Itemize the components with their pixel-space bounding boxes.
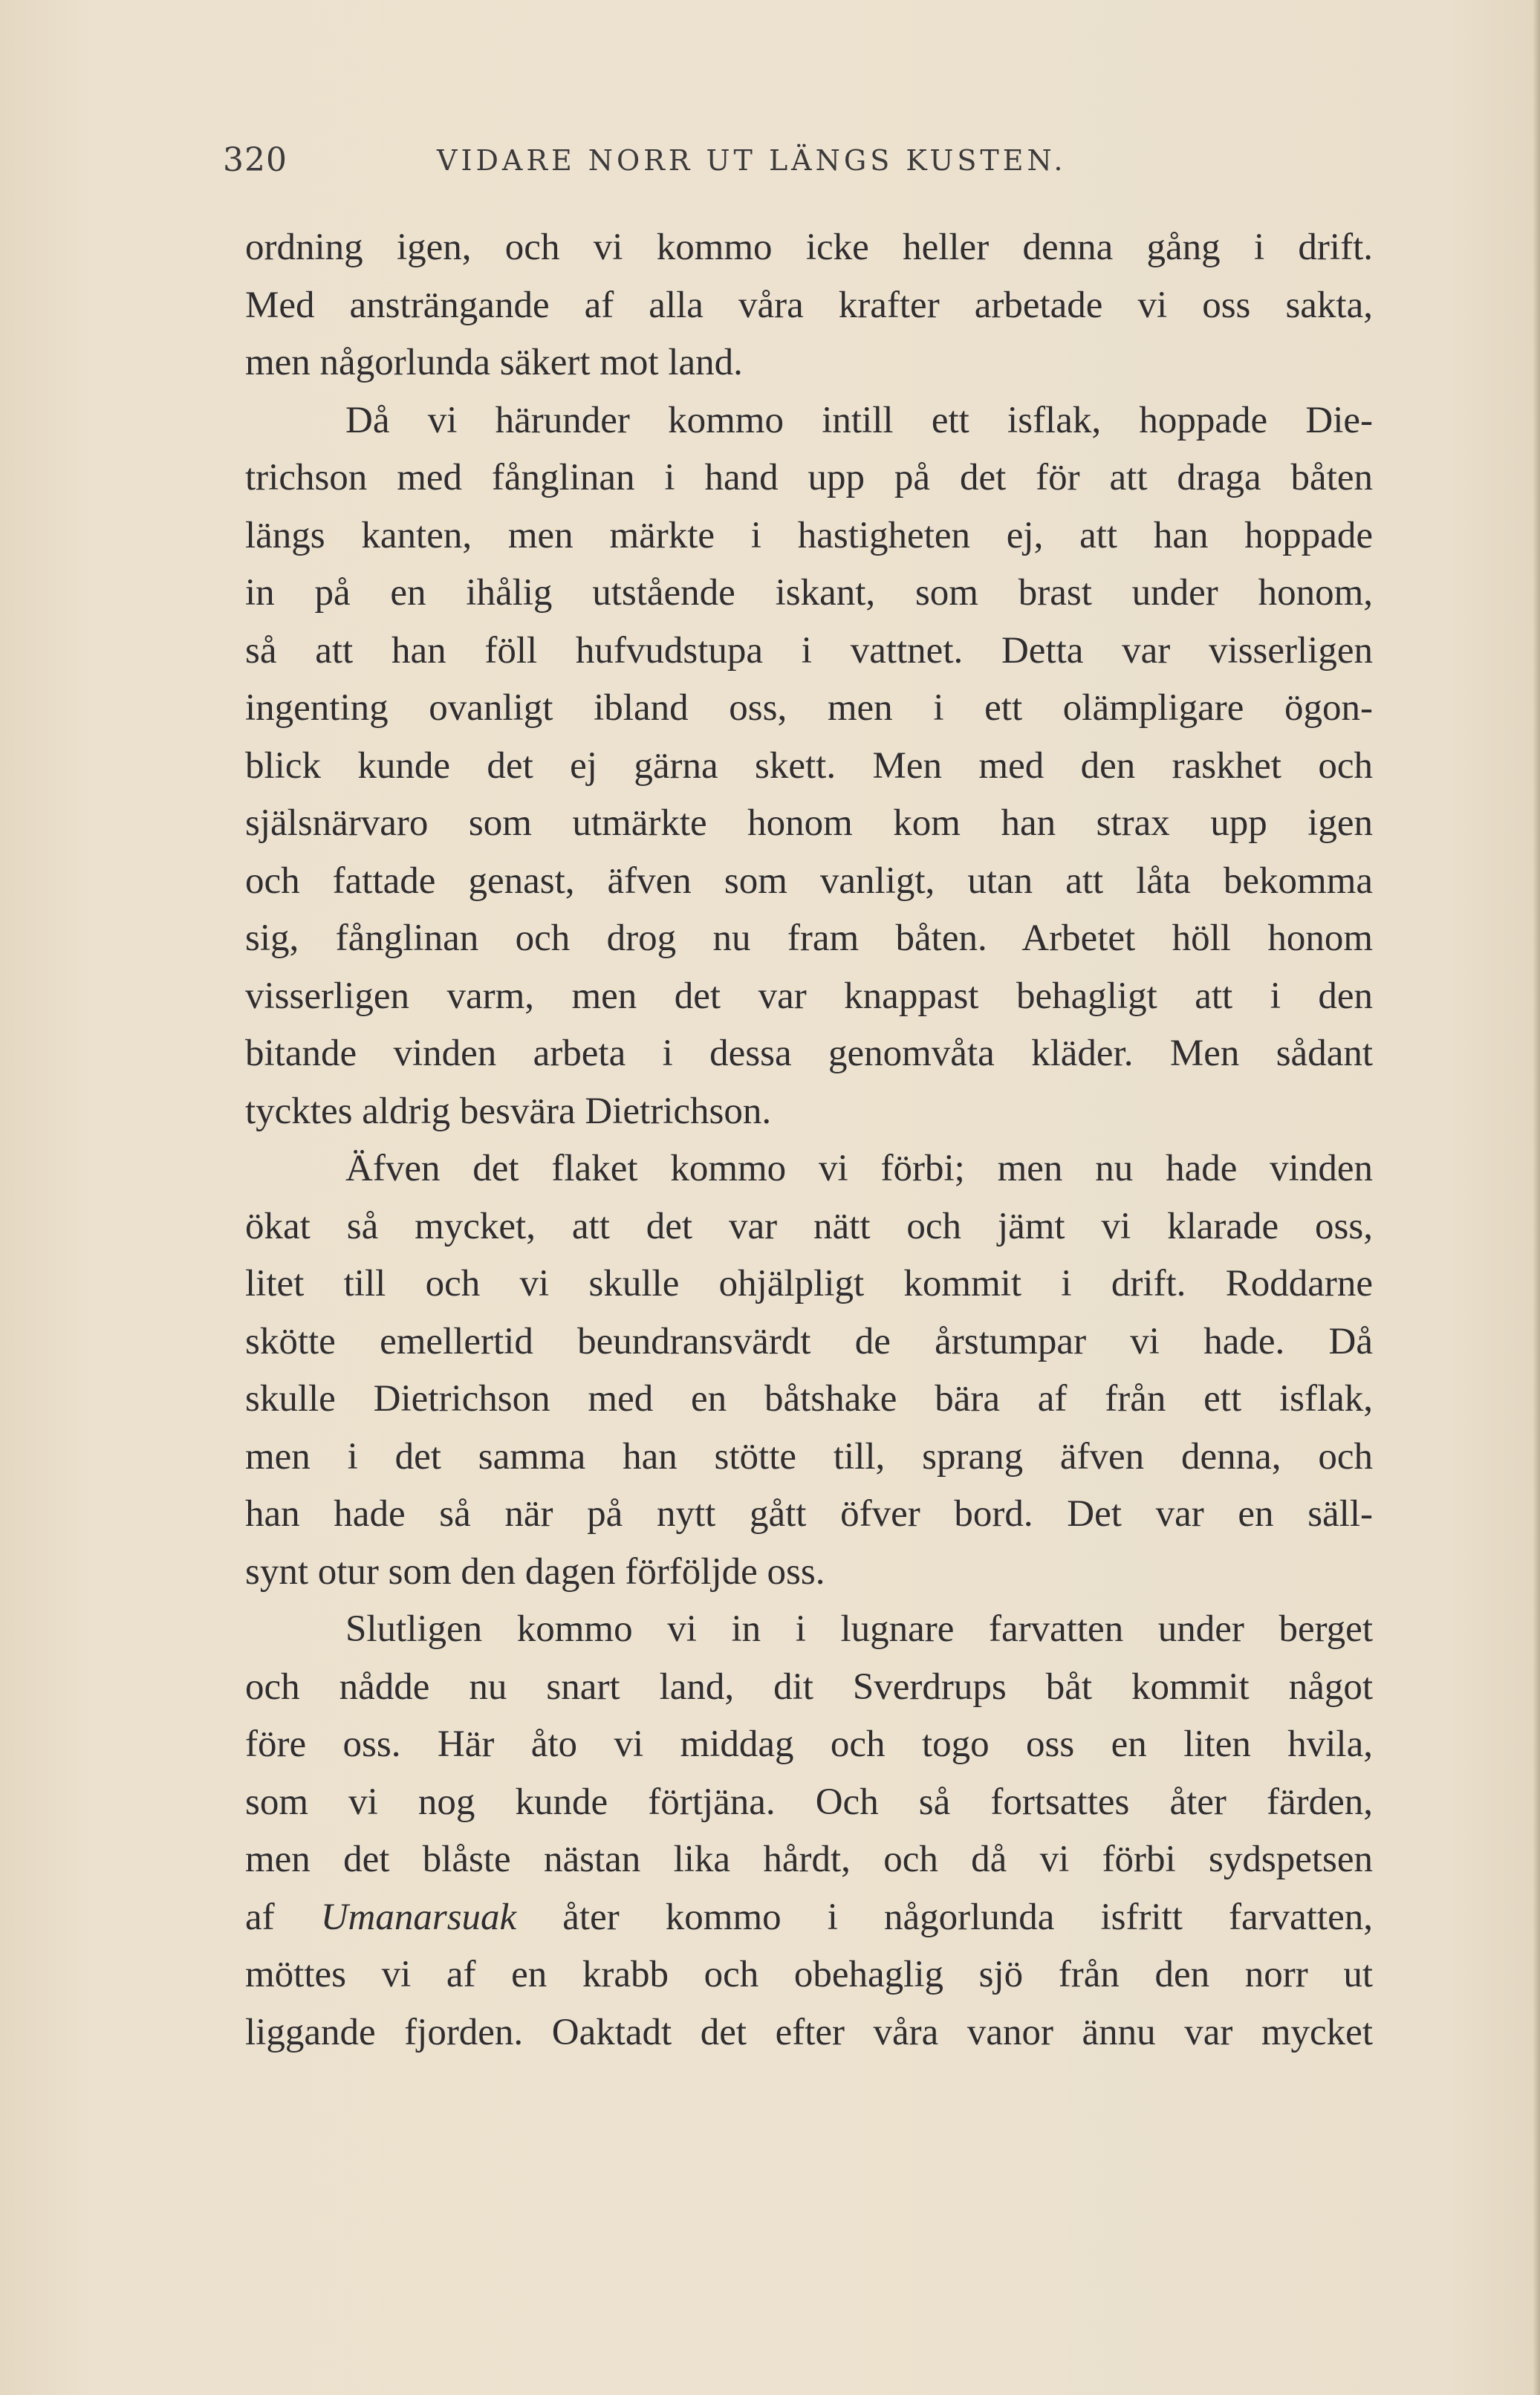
paragraph-start-line: Slutligen kommo vi in i lugnare farvatten under berget bbox=[345, 1608, 1373, 1650]
text-line: men i det samma han stötte till, sprang äfven denna, och bbox=[245, 1435, 1373, 1478]
text-line: bitande vinden arbeta i dessa genomvåta kläder. Men sådant bbox=[245, 1033, 1373, 1074]
text-line: visserligen varm, men det var knappast behagligt att i den bbox=[245, 975, 1373, 1017]
line-prefix: af bbox=[245, 1896, 275, 1938]
text-line: och fattade genast, äfven som vanligt, utan att låta bekomma bbox=[245, 859, 1373, 902]
text-line: in på en ihålig utstående iskant, som brast under honom, bbox=[245, 572, 1373, 614]
text-line: längs kanten, men märkte i hastigheten ej, att han hoppade bbox=[245, 514, 1373, 556]
text-line: möttes vi af en krabb och obehaglig sjö från den norr ut bbox=[245, 1954, 1373, 1995]
text-line: blick kunde det ej gärna skett. Men med den raskhet och bbox=[245, 744, 1373, 787]
text-line: synt otur som den dagen förföljde oss. bbox=[245, 1550, 825, 1593]
text-line-with-place-name bbox=[245, 1889, 1373, 1947]
text-line: men någorlunda säkert mot land. bbox=[245, 342, 743, 383]
paragraph-start-line: Äfven det flaket kommo vi förbi; men nu hade vinden bbox=[345, 1148, 1373, 1189]
text-line: men det blåste nästan lika hårdt, och då vi förbi sydspetsen bbox=[245, 1839, 1373, 1880]
text-line: sig, fånglinan och drog nu fram båten. Arbetet höll honom bbox=[245, 917, 1373, 959]
text-line: själsnärvaro som utmärkte honom kom han strax upp igen bbox=[245, 802, 1373, 844]
body-text bbox=[245, 219, 1373, 2061]
text-line: som vi nog kunde förtjäna. Och så fortsattes åter färden, bbox=[245, 1781, 1373, 1823]
text-line: skötte emellertid beundransvärdt de årstumpar vi hade. Då bbox=[245, 1320, 1373, 1362]
text-line: före oss. Här åto vi middag och togo oss en liten hvila, bbox=[245, 1723, 1373, 1765]
text-line: ökat så mycket, att det var nätt och jämt vi klarade oss, bbox=[245, 1205, 1373, 1247]
text-line: litet till och vi skulle ohjälpligt kommit i drift. Roddarne bbox=[245, 1263, 1373, 1304]
text-line: tycktes aldrig besvära Dietrichson. bbox=[245, 1090, 772, 1132]
running-title: VIDARE NORR UT LÄNGS KUSTEN. bbox=[437, 144, 1067, 177]
text-line: liggande fjorden. Oaktadt det efter våra vanor ännu var mycket bbox=[245, 2011, 1373, 2053]
text-line: så att han föll hufvudstupa i vattnet. Detta var visserligen bbox=[245, 629, 1373, 672]
text-line: ingenting ovanligt ibland oss, men i ett olämpligare ögon- bbox=[245, 687, 1373, 729]
text-line: och nådde nu snart land, dit Sverdrups båt kommit något bbox=[245, 1666, 1373, 1708]
text-line: Med ansträngande af alla våra krafter arbetade vi oss sakta, bbox=[245, 284, 1373, 326]
line-suffix: åter kommo i någorlunda isfritt farvatten, bbox=[562, 1896, 1373, 1938]
text-line: trichson med fånglinan i hand upp på det för att draga båten bbox=[245, 457, 1373, 498]
text-line: ordning igen, och vi kommo icke heller denna gång i drift. bbox=[245, 227, 1373, 268]
page-edge-shadow bbox=[1533, 0, 1540, 2395]
text-line: skulle Dietrichson med en båtshake bära af från ett isflak, bbox=[245, 1378, 1373, 1420]
page-header bbox=[223, 141, 1382, 193]
place-name-italic: Umanarsuak bbox=[320, 1896, 517, 1938]
page-number: 320 bbox=[223, 141, 287, 179]
text-line: han hade så när på nytt gått öfver bord. Det var en säll- bbox=[245, 1493, 1373, 1535]
paragraph-start-line: Då vi härunder kommo intill ett isflak, hoppade Die- bbox=[345, 399, 1373, 441]
